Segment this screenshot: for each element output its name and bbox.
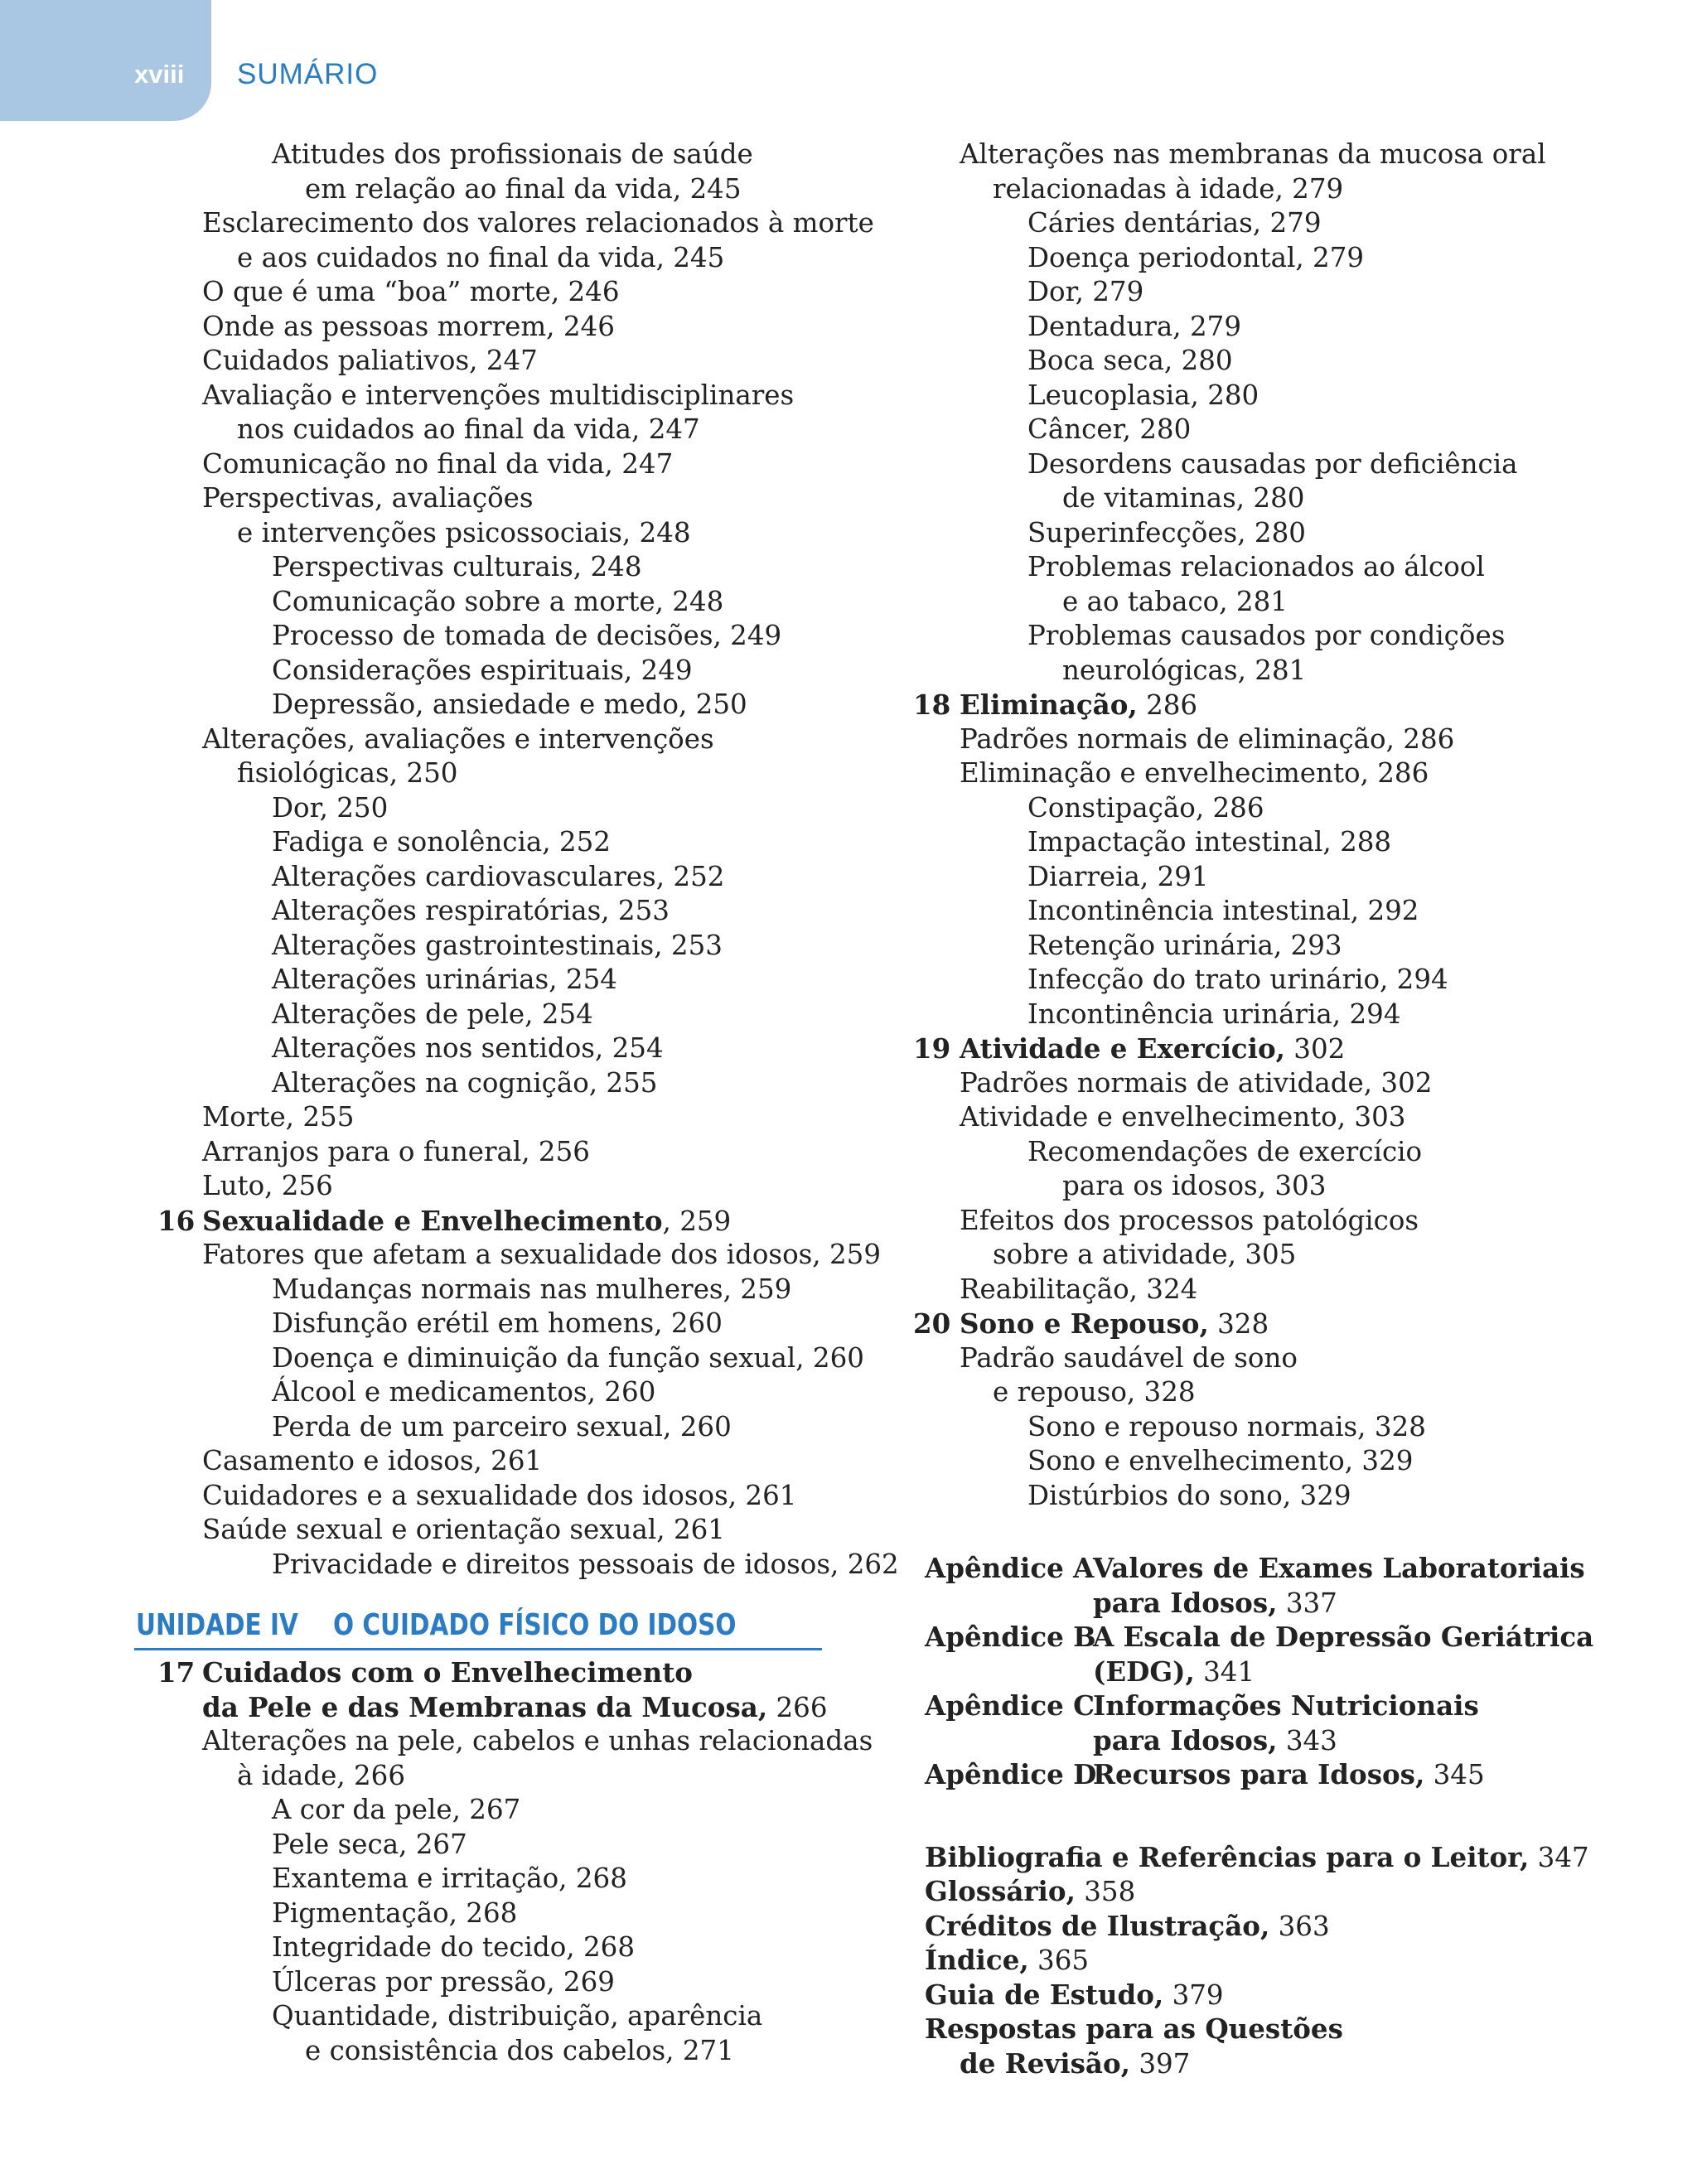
toc-entry[interactable]: Impactação intestinal, 288 [1027, 826, 1392, 858]
toc-entry[interactable]: Alterações na cognição, 255 [272, 1066, 658, 1099]
toc-entry[interactable]: Fadiga e sonolência, 252 [272, 826, 611, 858]
toc-entry[interactable]: Câncer, 280 [1027, 413, 1192, 445]
chapter-title: Atividade e Exercício, [960, 1032, 1285, 1065]
toc-entry[interactable]: Dor, 250 [272, 791, 389, 824]
toc-entry[interactable]: Casamento e idosos, 261 [202, 1445, 543, 1476]
toc-entry[interactable]: Alterações cardiovasculares, 252 [272, 860, 725, 892]
chapter-number: 19 [913, 1032, 951, 1065]
chapter-page: 286 [1137, 689, 1198, 721]
toc-entry[interactable]: Doença periodontal, 279 [1027, 241, 1365, 273]
chapter-title: Cuidados com o Envelhecimento [202, 1656, 693, 1689]
toc-entry[interactable]: Mudanças normais nas mulheres, 259 [272, 1273, 792, 1305]
toc-entry[interactable]: nos cuidados ao final da vida, 247 [237, 413, 700, 445]
toc-entry[interactable]: Eliminação e envelhecimento, 286 [960, 757, 1429, 789]
toc-entry[interactable]: Infecção do trato urinário, 294 [1027, 964, 1448, 995]
toc-entry[interactable]: Álcool e medicamentos, 260 [272, 1376, 656, 1408]
toc-entry[interactable]: Alterações nas membranas da mucosa oral [960, 138, 1546, 170]
toc-entry[interactable]: Recomendações de exercício [1027, 1135, 1423, 1167]
toc-entry[interactable]: em relação ao final da vida, 245 [305, 172, 742, 205]
toc-entry[interactable]: Avaliação e intervenções multidisciplinares [202, 379, 795, 411]
toc-entry[interactable]: Comunicação sobre a morte, 248 [272, 585, 724, 617]
toc-entry[interactable]: e intervenções psicossociais, 248 [237, 516, 691, 548]
toc-entry[interactable]: Arranjos para o funeral, 256 [202, 1135, 590, 1167]
toc-entry[interactable]: Constipação, 286 [1027, 791, 1264, 824]
appendix-title: Recursos para Idosos, [1093, 1758, 1425, 1790]
unit-label: UNIDADE IV [136, 1608, 298, 1642]
toc-entry[interactable]: Perspectivas, avaliações [202, 482, 534, 514]
toc-entry[interactable]: Morte, 255 [202, 1101, 355, 1133]
toc-entry[interactable]: Reabilitação, 324 [960, 1273, 1198, 1305]
toc-entry[interactable]: e ao tabaco, 281 [1062, 585, 1288, 617]
appendix-c-entry-cont[interactable]: para Idosos, 343 [1093, 1723, 1337, 1756]
toc-entry[interactable]: Boca seca, 280 [1027, 345, 1233, 376]
toc-entry[interactable]: Depressão, ansiedade e medo, 250 [272, 689, 747, 720]
chapter-number: 20 [913, 1307, 951, 1340]
chapter-page: 266 [767, 1691, 828, 1723]
page-number: xviii [134, 60, 185, 89]
toc-entry[interactable]: Retenção urinária, 293 [1027, 929, 1342, 961]
toc-entry[interactable]: Pele seca, 267 [272, 1828, 467, 1860]
appendix-title: Informações Nutricionais [1093, 1689, 1479, 1722]
toc-entry[interactable]: à idade, 266 [237, 1759, 406, 1791]
appendix-page: 343 [1277, 1724, 1337, 1756]
unit-title: O CUIDADO FÍSICO DO IDOSO [333, 1608, 737, 1642]
appendix-label: Apêndice A [925, 1552, 1095, 1584]
toc-entry[interactable]: Exantema e irritação, 268 [272, 1863, 627, 1894]
toc-entry[interactable]: Onde as pessoas morrem, 246 [202, 310, 615, 342]
toc-entry[interactable]: Padrões normais de eliminação, 286 [960, 722, 1455, 755]
toc-entry[interactable]: Cáries dentárias, 279 [1027, 207, 1322, 239]
toc-entry[interactable]: Diarreia, 291 [1027, 860, 1209, 892]
toc-entry[interactable]: Cuidados paliativos, 247 [202, 345, 538, 376]
appendix-title: A Escala de Depressão Geriátrica [1093, 1621, 1594, 1653]
toc-left-column [133, 138, 899, 2068]
toc-entry[interactable]: Esclarecimento dos valores relacionados à morte [202, 207, 874, 239]
appendix-label: Apêndice C [925, 1689, 1095, 1722]
toc-entry[interactable]: Integridade do tecido, 268 [272, 1931, 636, 1963]
toc-entry[interactable]: Doença e diminuição da função sexual, 260 [272, 1341, 864, 1374]
chapter-page: , 259 [662, 1205, 732, 1237]
chapter-16-heading[interactable] [133, 1204, 845, 1239]
toc-entry[interactable]: Incontinência urinária, 294 [1027, 998, 1401, 1030]
toc-entry[interactable]: Alterações de pele, 254 [272, 998, 593, 1030]
toc-entry[interactable]: Fatores que afetam a sexualidade dos idosos, 259 [202, 1239, 882, 1270]
chapter-19-heading[interactable] [903, 1032, 1674, 1066]
toc-entry[interactable]: A cor da pele, 267 [272, 1794, 521, 1825]
toc-entry[interactable]: Padrões normais de atividade, 302 [960, 1066, 1433, 1099]
appendix-title: Valores de Exames Laboratoriais [1093, 1552, 1585, 1584]
chapter-title: Sexualidade e Envelhecimento [202, 1204, 663, 1237]
toc-entry[interactable]: Comunicação no final da vida, 247 [202, 447, 674, 480]
toc-entry[interactable]: Dor, 279 [1027, 276, 1144, 307]
chapter-number: 16 [157, 1204, 196, 1237]
chapter-18-heading[interactable] [903, 688, 1674, 722]
toc-entry[interactable]: Atitudes dos profissionais de saúde [272, 138, 753, 170]
toc-entry[interactable]: relacionadas à idade, 279 [993, 172, 1344, 205]
toc-entry[interactable]: Quantidade, distribuição, aparência [272, 2000, 763, 2032]
toc-entry[interactable]: Alterações na pele, cabelos e unhas relacionadas [202, 1725, 873, 1756]
toc-entry[interactable]: Problemas relacionados ao álcool [1027, 551, 1485, 582]
toc-entry[interactable]: Sono e envelhecimento, 329 [1027, 1445, 1414, 1476]
toc-entry[interactable]: e consistência dos cabelos, 271 [305, 2034, 734, 2066]
back-matter-entry[interactable]: Glossário, 358 [925, 1875, 1136, 1907]
toc-entry[interactable]: Dentadura, 279 [1027, 310, 1242, 342]
toc-entry[interactable]: Cuidadores e a sexualidade dos idosos, 261 [202, 1479, 797, 1511]
appendix-d-entry[interactable] [903, 1757, 1674, 1792]
toc-entry[interactable]: Processo de tomada de decisões, 249 [272, 620, 782, 651]
unit-heading [134, 1607, 822, 1650]
back-matter-entry[interactable]: Respostas para as Questões [925, 2012, 1343, 2045]
toc-entry[interactable]: Leucoplasia, 280 [1027, 379, 1259, 411]
appendix-page: 345 [1424, 1759, 1485, 1790]
back-matter-entry[interactable]: Índice, 365 [925, 1944, 1090, 1976]
toc-entry[interactable]: Luto, 256 [202, 1170, 333, 1201]
appendix-label: Apêndice D [925, 1758, 1097, 1790]
toc-entry[interactable]: Alterações respiratórias, 253 [272, 895, 670, 926]
toc-entry[interactable]: para os idosos, 303 [1062, 1170, 1327, 1201]
chapter-number: 17 [157, 1656, 196, 1689]
toc-entry[interactable]: Efeitos dos processos patológicos [960, 1204, 1419, 1236]
toc-entry[interactable]: Saúde sexual e orientação sexual, 261 [202, 1514, 725, 1545]
toc-entry[interactable]: Úlceras por pressão, 269 [272, 1965, 615, 1998]
toc-entry[interactable]: Distúrbios do sono, 329 [1027, 1479, 1351, 1511]
back-matter-entry[interactable]: Guia de Estudo, 379 [925, 1978, 1224, 2011]
appendix-c-entry[interactable] [903, 1689, 1674, 1723]
toc-entry[interactable]: Desordens causadas por deficiência [1027, 447, 1518, 480]
toc-entry[interactable]: e aos cuidados no final da vida, 245 [237, 241, 725, 273]
chapter-title: Eliminação, [960, 689, 1138, 721]
appendix-a-entry[interactable] [903, 1551, 1674, 1586]
appendix-a-entry-cont[interactable]: para Idosos, 337 [1093, 1586, 1337, 1619]
toc-entry[interactable]: Problemas causados por condições [1027, 620, 1506, 651]
toc-entry[interactable]: Sono e repouso normais, 328 [1027, 1410, 1426, 1442]
toc-entry[interactable]: Alterações nos sentidos, 254 [272, 1032, 664, 1064]
toc-entry[interactable]: Alterações urinárias, 254 [272, 964, 617, 995]
toc-entry[interactable]: Alterações, avaliações e intervenções [202, 722, 714, 755]
toc-entry[interactable]: Atividade e envelhecimento, 303 [960, 1101, 1406, 1133]
chapter-17-heading-cont[interactable] [133, 1690, 845, 1725]
toc-entry[interactable]: Incontinência intestinal, 292 [1027, 895, 1419, 926]
toc-entry[interactable]: O que é uma “boa” morte, 246 [202, 276, 620, 307]
appendix-b-entry[interactable] [903, 1620, 1674, 1655]
chapter-title: Sono e Repouso, [960, 1307, 1209, 1340]
chapter-17-heading[interactable] [133, 1655, 845, 1690]
toc-entry[interactable]: fisiológicas, 250 [237, 757, 458, 789]
appendix-page: 337 [1277, 1587, 1337, 1619]
toc-entry[interactable]: Perda de um parceiro sexual, 260 [272, 1410, 732, 1442]
back-matter-entry[interactable]: Bibliografia e Referências para o Leitor, 347 [925, 1840, 1589, 1873]
back-matter-entry[interactable]: Créditos de Ilustração, 363 [925, 1909, 1330, 1942]
appendix-label: Apêndice B [925, 1621, 1096, 1653]
toc-entry[interactable]: Perspectivas culturais, 248 [272, 551, 642, 582]
toc-entry[interactable]: Padrão saudável de sono [960, 1341, 1298, 1374]
toc-entry[interactable]: neurológicas, 281 [1062, 654, 1307, 686]
toc-entry[interactable]: Disfunção erétil em homens, 260 [272, 1307, 723, 1339]
toc-entry[interactable]: de vitaminas, 280 [1062, 482, 1305, 514]
toc-entry[interactable]: e repouso, 328 [993, 1376, 1196, 1408]
toc-entry[interactable]: Pigmentação, 268 [272, 1897, 518, 1929]
toc-entry[interactable]: sobre a atividade, 305 [993, 1239, 1297, 1270]
toc-entry[interactable]: Alterações gastrointestinais, 253 [272, 929, 723, 961]
chapter-page: 328 [1208, 1308, 1269, 1340]
toc-entry[interactable]: Superinfecções, 280 [1027, 516, 1306, 548]
chapter-number: 18 [913, 689, 951, 721]
toc-entry[interactable]: Considerações espirituais, 249 [272, 654, 693, 686]
chapter-title-cont: da Pele e das Membranas da Mucosa, [202, 1690, 768, 1723]
appendix-b-entry-cont[interactable]: (EDG), 341 [1093, 1655, 1255, 1688]
section-title: SUMÁRIO [237, 58, 379, 90]
chapter-20-heading[interactable] [903, 1307, 1674, 1341]
back-matter-entry[interactable]: de Revisão, 397 [960, 2046, 1191, 2080]
chapter-page: 302 [1284, 1033, 1346, 1065]
toc-entry[interactable]: Privacidade e direitos pessoais de idosos, 262 [272, 1548, 899, 1580]
toc-right-column [903, 138, 1674, 2080]
appendix-page: 341 [1194, 1655, 1255, 1688]
